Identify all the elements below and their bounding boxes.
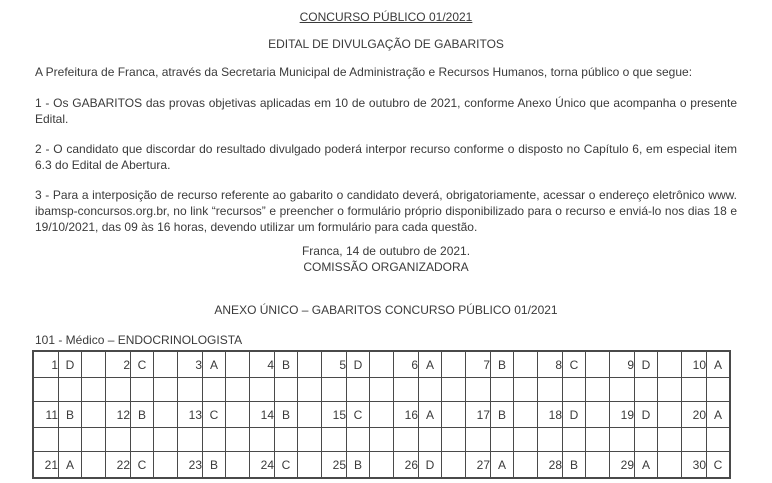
intro-paragraph: A Prefeitura de Franca, através da Secretaria Municipal de Administração e Recursos Humanos, torna público o que segue: <box>35 65 693 79</box>
spacer-cell <box>514 402 538 428</box>
answer-letter-cell: B <box>347 452 370 479</box>
empty-cell <box>322 378 347 402</box>
answer-letter-cell: B <box>491 402 514 428</box>
spacer-cell <box>370 351 394 378</box>
answer-letter-cell: C <box>563 351 586 378</box>
answer-letter-cell: C <box>707 452 731 479</box>
empty-cell <box>419 378 442 402</box>
answer-row <box>33 402 730 428</box>
question-number-cell: 1 <box>33 351 59 378</box>
question-number-cell: 23 <box>178 452 203 479</box>
empty-cell <box>635 428 658 452</box>
question-number-cell: 19 <box>610 402 635 428</box>
question-number-cell: 28 <box>538 452 563 479</box>
signature-line: COMISSÃO ORGANIZADORA <box>303 260 469 274</box>
question-number-cell: 6 <box>394 351 419 378</box>
answer-letter-cell: B <box>59 402 82 428</box>
spacer-cell <box>586 351 610 378</box>
spacer-cell <box>442 452 466 479</box>
spacer-cell <box>82 452 106 479</box>
empty-cell <box>658 378 682 402</box>
position-title: 101 - Médico – ENDOCRINOLOGISTA <box>35 333 243 347</box>
spacer-cell <box>154 452 178 479</box>
empty-cell <box>370 378 394 402</box>
empty-spacer-row <box>33 428 730 452</box>
empty-cell <box>347 428 370 452</box>
question-number-cell: 25 <box>322 452 347 479</box>
question-number-cell: 14 <box>250 402 275 428</box>
empty-cell <box>275 378 298 402</box>
empty-cell <box>298 378 322 402</box>
question-number-cell: 26 <box>394 452 419 479</box>
answer-letter-cell: D <box>419 452 442 479</box>
question-number-cell: 30 <box>682 452 707 479</box>
spacer-cell <box>442 351 466 378</box>
question-number-cell: 20 <box>682 402 707 428</box>
question-number-cell: 3 <box>178 351 203 378</box>
empty-cell <box>491 378 514 402</box>
empty-cell <box>154 428 178 452</box>
empty-cell <box>203 428 226 452</box>
answer-letter-cell: A <box>707 351 731 378</box>
empty-cell <box>442 378 466 402</box>
empty-cell <box>178 428 203 452</box>
answer-letter-cell: C <box>131 452 154 479</box>
spacer-cell <box>298 351 322 378</box>
answer-row <box>33 452 730 479</box>
empty-cell <box>563 428 586 452</box>
spacer-cell <box>658 351 682 378</box>
question-number-cell: 4 <box>250 351 275 378</box>
empty-cell <box>178 378 203 402</box>
empty-cell <box>514 378 538 402</box>
question-number-cell: 18 <box>538 402 563 428</box>
answer-letter-cell: B <box>275 402 298 428</box>
empty-cell <box>394 428 419 452</box>
spacer-cell <box>442 402 466 428</box>
answer-letter-cell: D <box>563 402 586 428</box>
question-number-cell: 21 <box>33 452 59 479</box>
empty-cell <box>275 428 298 452</box>
question-number-cell: 13 <box>178 402 203 428</box>
empty-cell <box>250 378 275 402</box>
spacer-cell <box>370 402 394 428</box>
empty-cell <box>370 428 394 452</box>
spacer-cell <box>154 402 178 428</box>
answer-letter-cell: D <box>59 351 82 378</box>
empty-cell <box>563 378 586 402</box>
answer-letter-cell: D <box>635 402 658 428</box>
empty-spacer-row <box>33 378 730 402</box>
question-number-cell: 24 <box>250 452 275 479</box>
spacer-cell <box>370 452 394 479</box>
empty-cell <box>538 428 563 452</box>
empty-cell <box>610 428 635 452</box>
empty-cell <box>491 428 514 452</box>
empty-cell <box>419 428 442 452</box>
question-number-cell: 11 <box>33 402 59 428</box>
answer-letter-cell: D <box>635 351 658 378</box>
empty-cell <box>658 428 682 452</box>
spacer-cell <box>298 452 322 479</box>
empty-cell <box>394 378 419 402</box>
empty-cell <box>707 428 731 452</box>
empty-cell <box>586 428 610 452</box>
empty-cell <box>131 428 154 452</box>
empty-cell <box>226 378 250 402</box>
question-number-cell: 7 <box>466 351 491 378</box>
spacer-cell <box>226 351 250 378</box>
answer-letter-cell: A <box>203 351 226 378</box>
answer-letter-cell: A <box>635 452 658 479</box>
question-number-cell: 17 <box>466 402 491 428</box>
empty-cell <box>33 378 59 402</box>
question-number-cell: 16 <box>394 402 419 428</box>
empty-cell <box>298 428 322 452</box>
empty-cell <box>347 378 370 402</box>
empty-cell <box>59 428 82 452</box>
answer-letter-cell: B <box>491 351 514 378</box>
paragraph-item-2: 2 - O candidato que discordar do resultado divulgado poderá interpor recurso conforme o disposto no Capítulo 6, em especial item 6.3 do Edital de Abertura. <box>35 142 737 172</box>
answer-letter-cell: B <box>275 351 298 378</box>
question-number-cell: 5 <box>322 351 347 378</box>
question-number-cell: 8 <box>538 351 563 378</box>
answer-letter-cell: B <box>563 452 586 479</box>
spacer-cell <box>226 452 250 479</box>
empty-cell <box>106 428 131 452</box>
question-number-cell: 10 <box>682 351 707 378</box>
question-number-cell: 2 <box>106 351 131 378</box>
spacer-cell <box>82 351 106 378</box>
empty-cell <box>514 428 538 452</box>
date-line: Franca, 14 de outubro de 2021. <box>301 244 471 258</box>
spacer-cell <box>226 402 250 428</box>
answer-letter-cell: C <box>275 452 298 479</box>
empty-cell <box>322 428 347 452</box>
answer-letter-cell: B <box>203 452 226 479</box>
empty-cell <box>226 428 250 452</box>
spacer-cell <box>658 452 682 479</box>
spacer-cell <box>82 402 106 428</box>
answer-letter-cell: A <box>419 351 442 378</box>
document-subtitle: EDITAL DE DIVULGAÇÃO DE GABARITOS <box>268 37 504 51</box>
answer-letter-cell: C <box>347 402 370 428</box>
answer-letter-cell: D <box>347 351 370 378</box>
answer-letter-cell: C <box>131 351 154 378</box>
answer-letter-cell: A <box>59 452 82 479</box>
empty-cell <box>610 378 635 402</box>
empty-cell <box>538 378 563 402</box>
empty-cell <box>250 428 275 452</box>
answer-row <box>33 351 730 378</box>
empty-cell <box>33 428 59 452</box>
empty-cell <box>203 378 226 402</box>
question-number-cell: 29 <box>610 452 635 479</box>
spacer-cell <box>514 452 538 479</box>
answer-letter-cell: B <box>131 402 154 428</box>
document-title: CONCURSO PÚBLICO 01/2021 <box>299 10 473 24</box>
empty-cell <box>82 428 106 452</box>
empty-cell <box>131 378 154 402</box>
empty-cell <box>707 378 731 402</box>
answer-key-body <box>33 351 730 478</box>
question-number-cell: 22 <box>106 452 131 479</box>
empty-cell <box>635 378 658 402</box>
empty-cell <box>442 428 466 452</box>
spacer-cell <box>154 351 178 378</box>
empty-cell <box>154 378 178 402</box>
question-number-cell: 15 <box>322 402 347 428</box>
answer-letter-cell: A <box>419 402 442 428</box>
empty-cell <box>466 378 491 402</box>
spacer-cell <box>658 402 682 428</box>
question-number-cell: 9 <box>610 351 635 378</box>
spacer-cell <box>298 402 322 428</box>
spacer-cell <box>586 402 610 428</box>
empty-cell <box>466 428 491 452</box>
answer-letter-cell: A <box>707 402 731 428</box>
answer-letter-cell: A <box>491 452 514 479</box>
paragraph-item-3: 3 - Para a interposição de recurso referente ao gabarito o candidato deverá, obrigatoriamente, acessar o endereço eletrônico www. ibamsp-concursos.org.br, no link “recursos” e preencher o formulário próprio disponibilizado para o recurso e enviá-lo nos dias 18 e 19/10/2021, das 09 às 16 horas, devendo utilizar um formulário para cada questão. <box>35 188 737 234</box>
empty-cell <box>106 378 131 402</box>
annex-title: ANEXO ÚNICO – GABARITOS CONCURSO PÚBLICO 01/2021 <box>214 303 558 317</box>
empty-cell <box>682 378 707 402</box>
paragraph-item-1: 1 - Os GABARITOS das provas objetivas aplicadas em 10 de outubro de 2021, conforme Anexo Único que acompanha o presente Edital. <box>35 96 737 126</box>
question-number-cell: 27 <box>466 452 491 479</box>
spacer-cell <box>586 452 610 479</box>
question-number-cell: 12 <box>106 402 131 428</box>
empty-cell <box>82 378 106 402</box>
empty-cell <box>682 428 707 452</box>
empty-cell <box>59 378 82 402</box>
empty-cell <box>586 378 610 402</box>
answer-key-table <box>32 350 731 479</box>
answer-letter-cell: C <box>203 402 226 428</box>
spacer-cell <box>514 351 538 378</box>
